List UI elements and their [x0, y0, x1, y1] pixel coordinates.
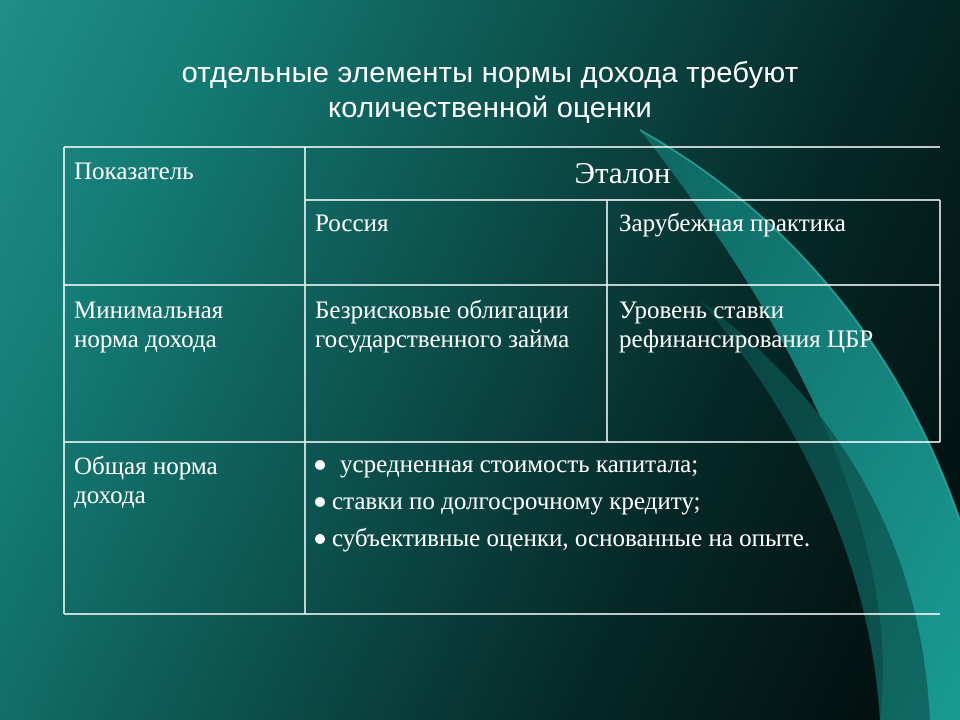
bullet-icon: [315, 460, 325, 470]
bullet-icon: [315, 534, 325, 544]
row1-indicator: Минимальная норма дохода: [74, 297, 224, 353]
list-item: [312, 487, 932, 516]
slide-title-line1: отдельные элементы нормы дохода требуют: [181, 57, 799, 89]
header-indicator: Показатель: [74, 158, 194, 185]
subheader-foreign: Зарубежная практика: [619, 210, 846, 237]
row2-list: [312, 450, 932, 561]
row2-indicator: Общая норма дохода: [74, 453, 218, 509]
list-item: [312, 524, 932, 553]
row1-foreign: Уровень ставки рефинансирования ЦБР: [619, 297, 874, 353]
slide-title-line2: количественной оценки: [327, 92, 652, 124]
list-item-text: субъективные оценки, основанные на опыте.: [332, 525, 811, 552]
row1-russia: Безрисковые облигации государственного займа: [315, 297, 570, 353]
header-standard: Эталон: [574, 155, 671, 190]
list-item: [312, 450, 932, 479]
list-item-text: ставки по долгосрочному кредиту;: [332, 488, 701, 515]
list-item-text: усредненная стоимость капитала;: [340, 451, 699, 478]
subheader-russia: Россия: [315, 210, 389, 237]
bullet-icon: [315, 497, 325, 507]
